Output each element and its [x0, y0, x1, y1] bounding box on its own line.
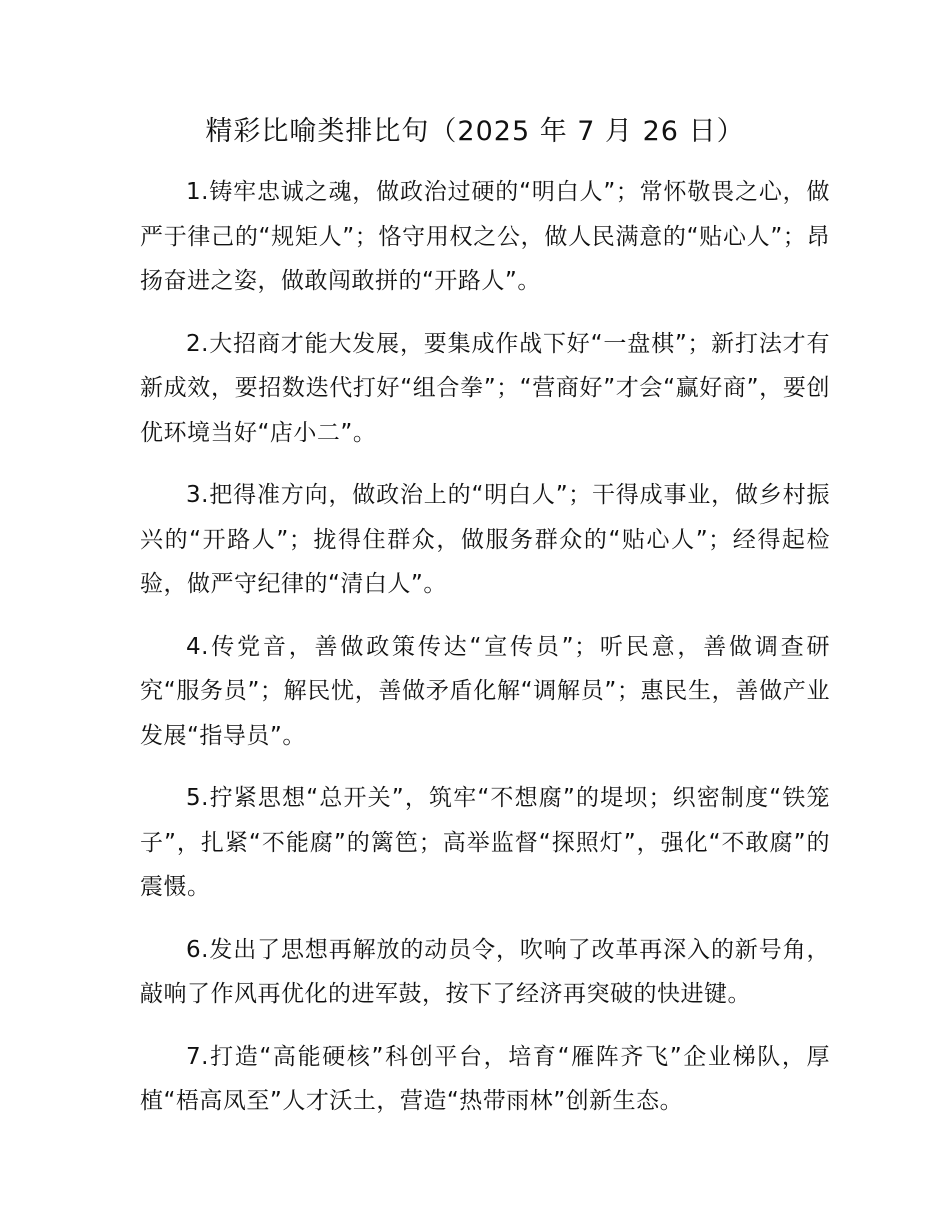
paragraph-1: 1.铸牢忠诚之魂，做政治过硬的“明白人”；常怀敬畏之心，做严于律己的“规矩人”；恪守用权之公，做人民满意的“贴心人”；昂扬奋进之姿，做敢闯敢拼的“开路人”。	[140, 179, 830, 294]
paragraph-7: 7.打造“高能硬核”科创平台，培育“雁阵齐飞”企业梯队，厚植“梧高凤至”人才沃土，营造“热带雨林”创新生态。	[140, 1043, 830, 1114]
document-title: 精彩比喻类排比句（2025 年 7 月 26 日）	[205, 116, 745, 147]
document-body	[140, 170, 830, 1142]
paragraph-2: 2.大招商才能大发展，要集成作战下好“一盘棋”；新打法才有新成效，要招数迭代打好“组合拳”；“营商好”才会“赢好商”，要创优环境当好“店小二”。	[140, 330, 830, 446]
paragraph-3: 3.把得准方向，做政治上的“明白人”；干得成事业，做乡村振兴的“开路人”；拢得住群众，做服务群众的“贴心人”；经得起检验，做严守纪律的“清白人”。	[140, 482, 830, 597]
paragraph-6: 6.发出了思想再解放的动员令，吹响了改革再深入的新号角，敲响了作风再优化的进军鼓，按下了经济再突破的快进键。	[140, 936, 830, 1007]
paragraph-5: 5.拧紧思想“总开关”，筑牢“不想腐”的堤坝；织密制度“铁笼子”，扎紧“不能腐”的篱笆；高举监督“探照灯”，强化“不敢腐”的震慑。	[140, 785, 830, 900]
paragraph-4: 4.传党音，善做政策传达“宣传员”；听民意，善做调查研究“服务员”；解民忧，善做矛盾化解“调解员”；惠民生，善做产业发展“指导员”。	[140, 633, 830, 749]
